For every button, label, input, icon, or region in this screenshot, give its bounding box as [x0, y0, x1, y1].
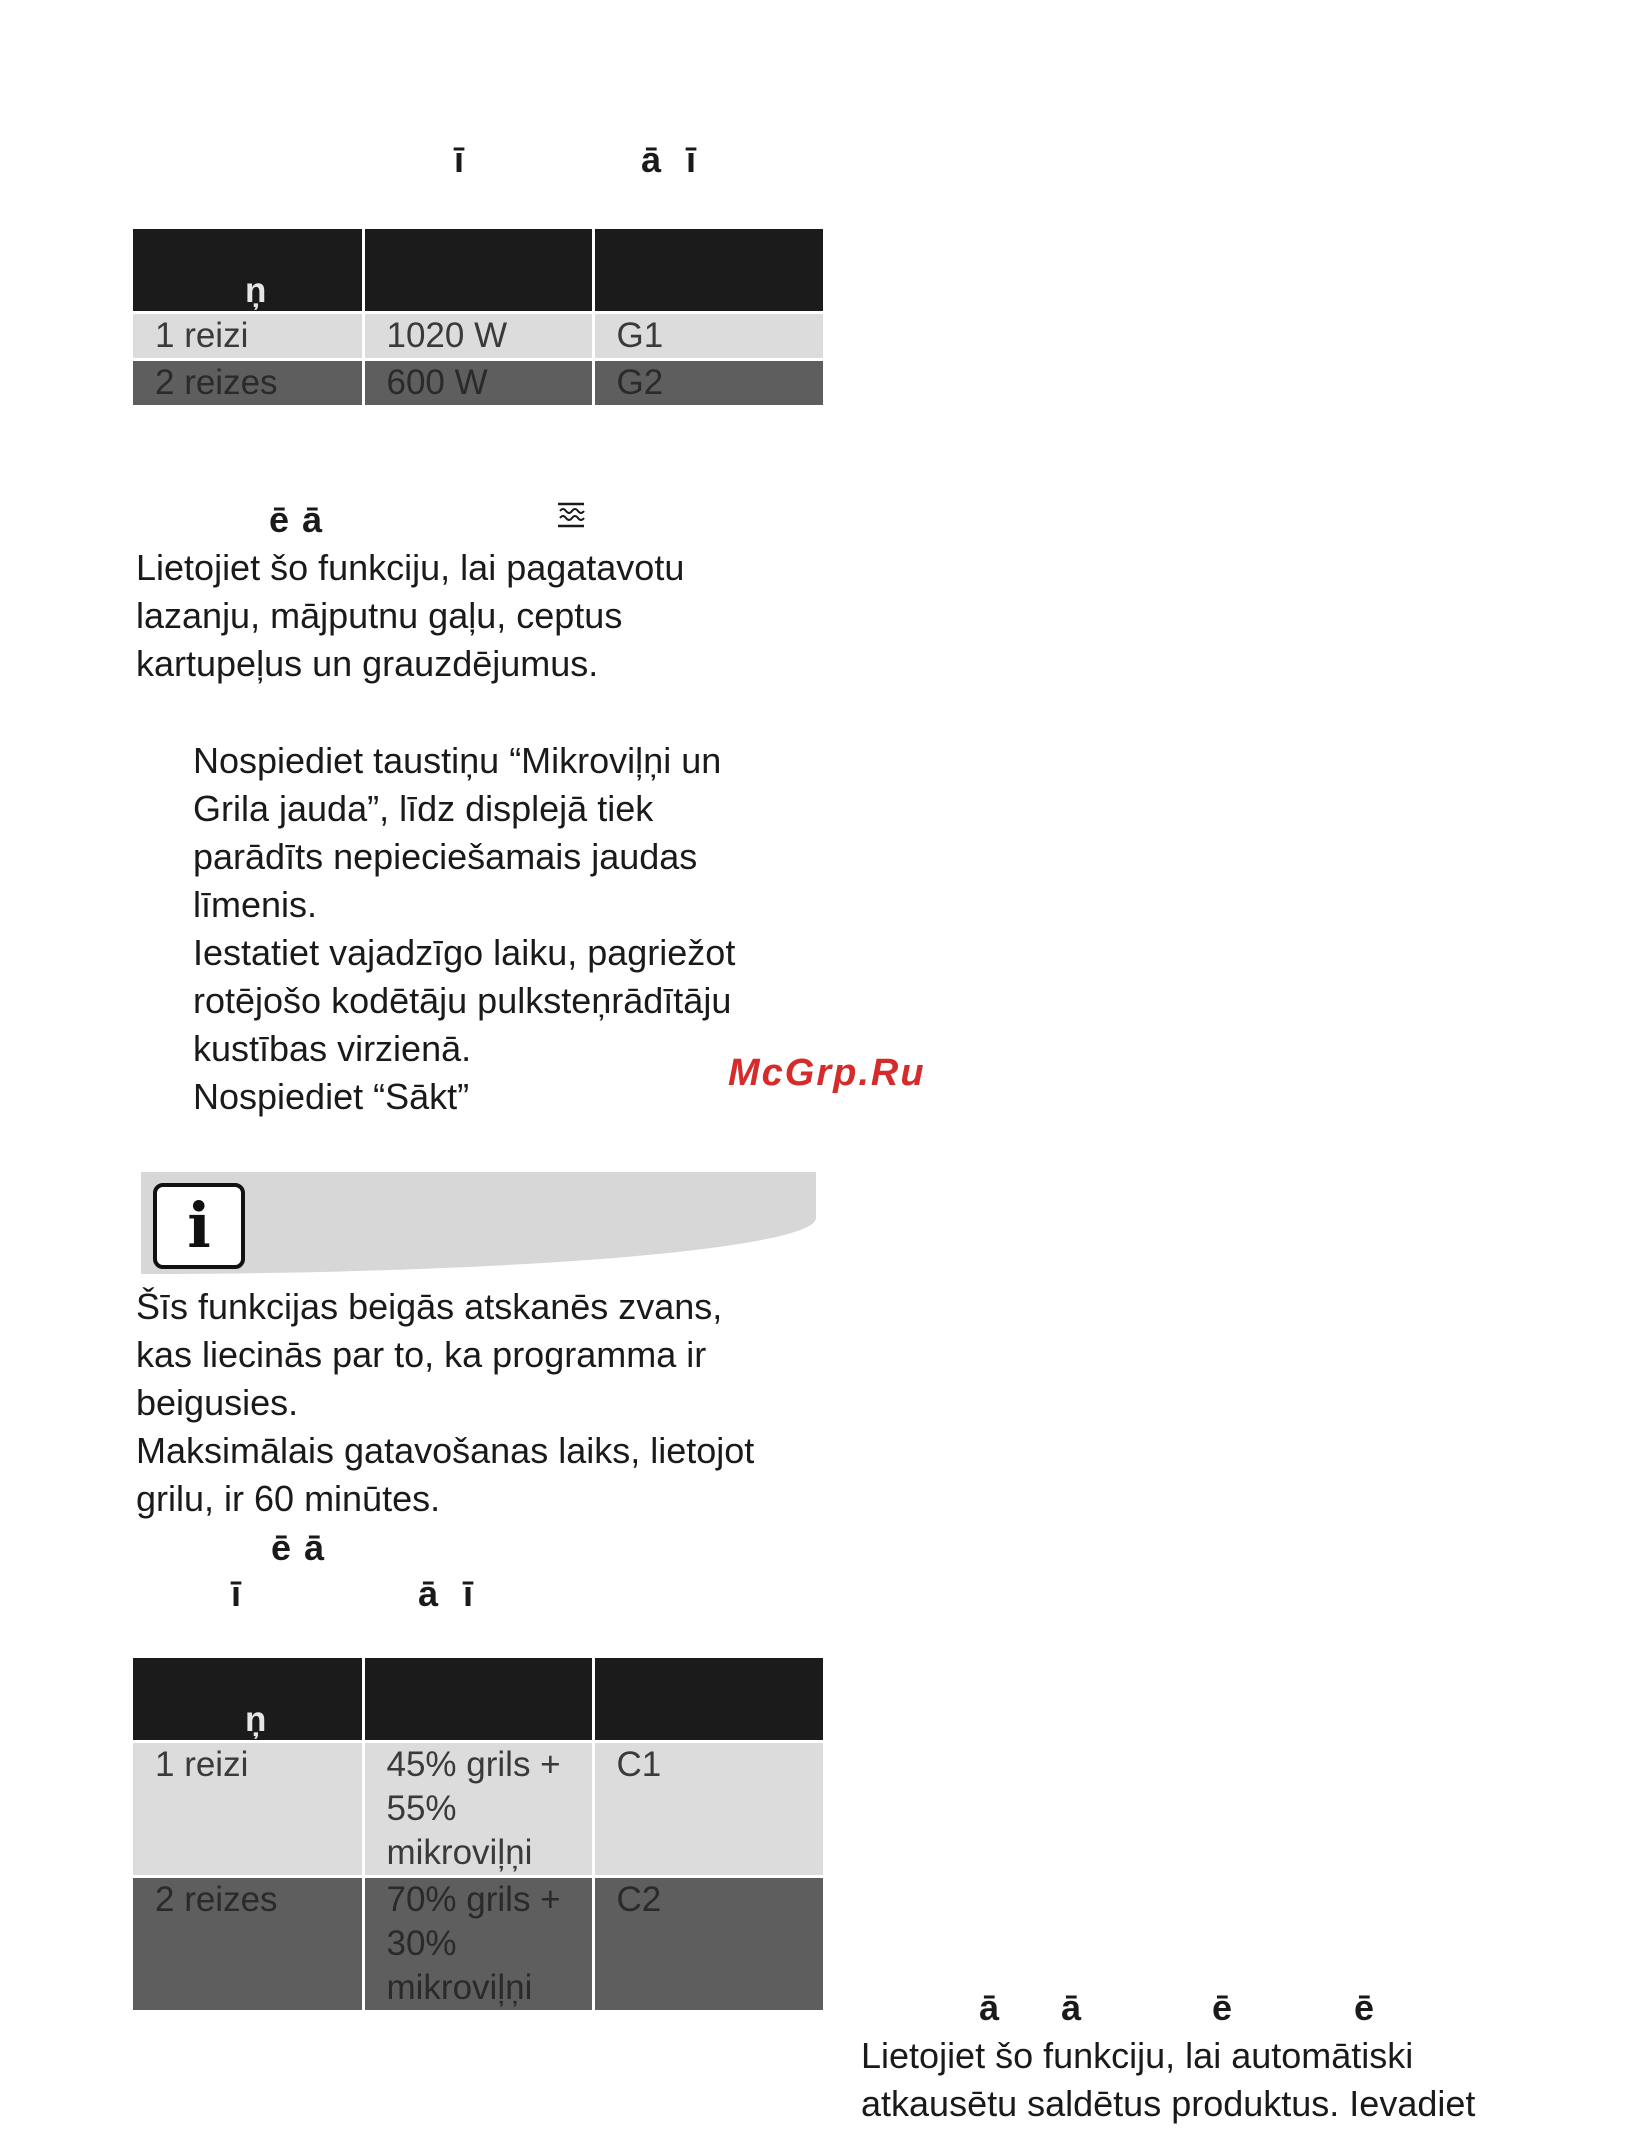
table-row [133, 313, 823, 360]
paragraph-line: Lietojiet šo funkciju, lai pagatavotu [136, 547, 685, 588]
heading-fragment: ā [418, 1573, 439, 1614]
paragraph-line: parādīts nepieciešamais jaudas [193, 836, 698, 877]
watermark: McGrp.Ru [728, 1052, 926, 1094]
paragraph-line: Iestatiet vajadzīgo laiku, pagriežot [193, 932, 736, 973]
paragraph-line: Šīs funkcijas beigās atskanēs zvans, [136, 1286, 723, 1327]
steps-paragraph [193, 737, 735, 1121]
table-row [133, 1742, 823, 1877]
heading-fragment: ī [463, 1573, 474, 1614]
grill-power-table [133, 229, 823, 405]
heading-fragment: ā [302, 499, 323, 540]
paragraph-line: kartupeļus un grauzdējumus. [136, 643, 599, 684]
table-cell-mode: 70% grils + 30% mikroviļņi [363, 1877, 593, 2011]
paragraph-line: Maksimālais gatavošanas laiks, lietojot [136, 1430, 755, 1471]
heading-fragment: ā [641, 139, 662, 180]
heading-fragment: ī [454, 139, 465, 180]
table-cell-power: 1020 W [363, 313, 593, 360]
table-row [133, 360, 823, 406]
paragraph-line: Nospiediet “Sākt” [193, 1076, 470, 1117]
info-glyph: i [187, 1189, 211, 1262]
table-header-cell: ņ [133, 229, 363, 313]
table-header-row [133, 229, 823, 313]
table-cell-code: G2 [593, 360, 823, 406]
paragraph-line: beigusies. [136, 1382, 299, 1423]
paragraph-line: kas liecinās par to, ka programma ir [136, 1334, 707, 1375]
table-header-cell [593, 229, 823, 313]
table-cell-power: 600 W [363, 360, 593, 406]
info-note-text [136, 1283, 754, 1523]
heading-fragment: ā [979, 1987, 1000, 2028]
table-header-cell [363, 229, 593, 313]
table-cell-presses: 1 reizi [133, 313, 363, 360]
paragraph-line: grilu, ir 60 minūtes. [136, 1478, 441, 1519]
paragraph-line: Nospiediet taustiņu “Mikroviļņi un [193, 740, 722, 781]
defrost-paragraph [861, 2032, 1475, 2128]
heading-fragment: ā [1061, 1987, 1082, 2028]
heading-fragment: ī [686, 139, 697, 180]
heading-fragment: ē [1354, 1987, 1375, 2028]
heading-fragment: ē [1212, 1987, 1233, 2028]
table-cell-presses: 2 reizes [133, 1877, 363, 2011]
info-icon [153, 1183, 245, 1269]
table-cell-code: G1 [593, 313, 823, 360]
table-header-cell: ņ [133, 1658, 363, 1742]
table-cell-code: C2 [593, 1877, 823, 2011]
table-cell-code: C1 [593, 1742, 823, 1877]
table-header-cell [363, 1658, 593, 1742]
paragraph-line: atkausētu saldētus produktus. Ievadiet [861, 2083, 1476, 2124]
table-cell-presses: 2 reizes [133, 360, 363, 406]
paragraph-line: lazanju, mājputnu gaļu, ceptus [136, 595, 623, 636]
heading-fragment: ē [271, 1527, 292, 1568]
table-cell-mode: 45% grils + 55% mikroviļņi [363, 1742, 593, 1877]
paragraph-line: līmenis. [193, 884, 318, 925]
intro-paragraph [136, 544, 684, 688]
heading-fragment: ē [269, 499, 290, 540]
table-header-row [133, 1658, 823, 1742]
heading-fragment: ī [231, 1573, 242, 1614]
combi-mode-table [133, 1658, 823, 2010]
paragraph-line: kustības virzienā. [193, 1028, 472, 1069]
microwave-grill-icon [556, 500, 586, 530]
paragraph-line: Lietojiet šo funkciju, lai automātiski [861, 2035, 1414, 2076]
table-cell-presses: 1 reizi [133, 1742, 363, 1877]
paragraph-line: rotējošo kodētāju pulksteņrādītāju [193, 980, 732, 1021]
table-row [133, 1877, 823, 2011]
paragraph-line: Grila jauda”, līdz displejā tiek [193, 788, 654, 829]
table-header-cell [593, 1658, 823, 1742]
heading-fragment: ā [304, 1527, 325, 1568]
